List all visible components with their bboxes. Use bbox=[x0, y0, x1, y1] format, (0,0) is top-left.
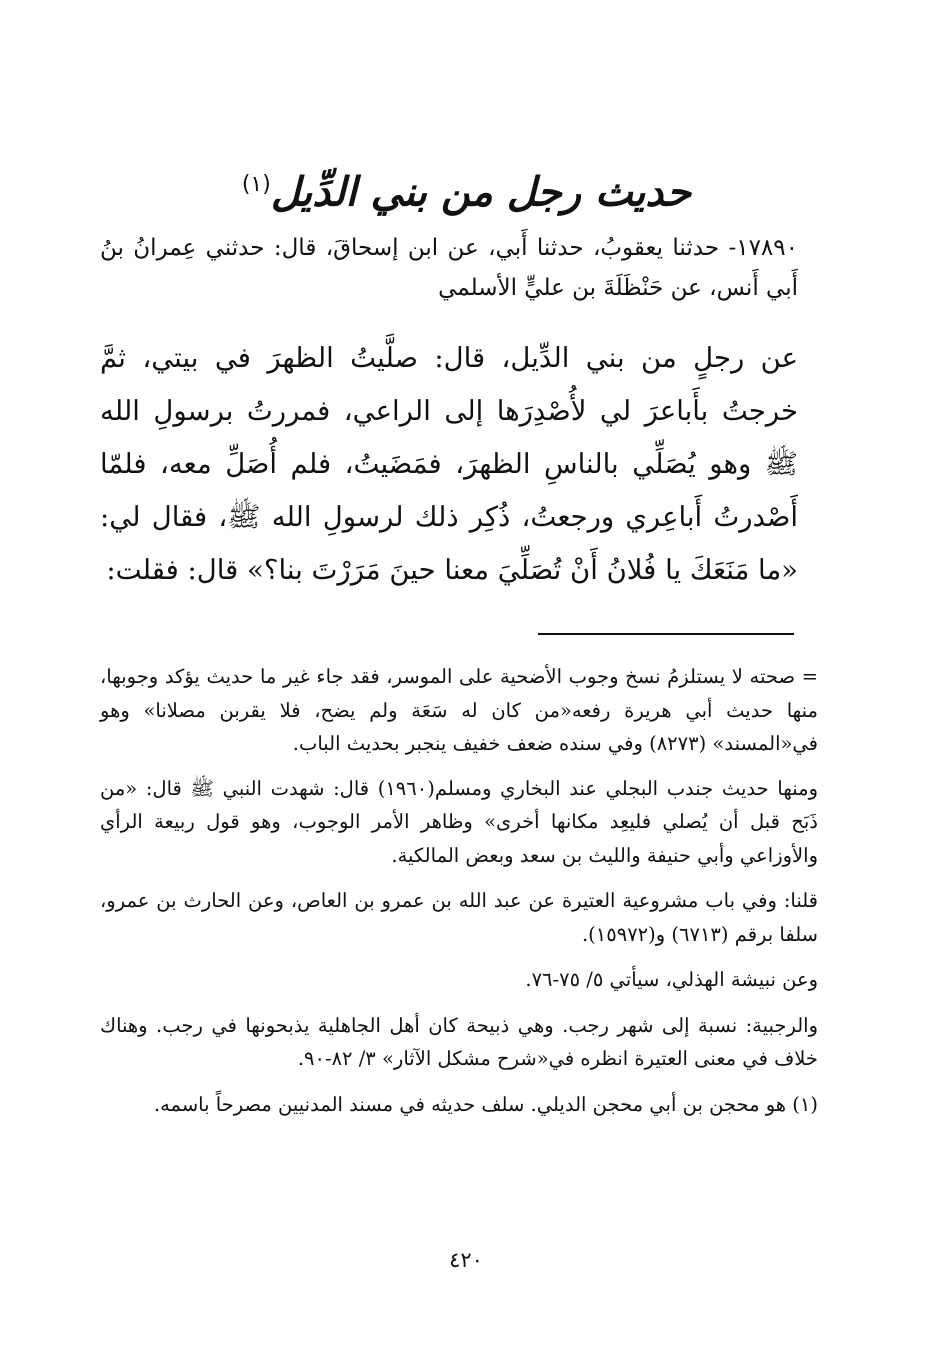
footnote-paragraph: ومنها حديث جندب البجلي عند البخاري ومسلم(١٩٦٠) قال: شهدت النبي ﷺ قال: «من ذَبَح قبل أن يُصلي فليعِد مكانها أخرى» وظاهر الأمر الوجوب، وهو قول ربيعة الرأي والأوزاعي وأبي حنيفة والليث بن سعد وبعض المالكية. bbox=[100, 776, 818, 867]
matn-paragraph bbox=[100, 332, 798, 597]
title-text: حديث رجل من بني الدِّيل bbox=[270, 169, 692, 216]
hadith-chapter-title bbox=[150, 150, 783, 227]
title-footnote-marker: (١) bbox=[241, 172, 271, 197]
footnotes bbox=[100, 660, 818, 1133]
footnote-continuation: = صحته لا يستلزمُ نسخ وجوب الأضحية على الموسر، فقد جاء غير ما حديث يؤكد وجوبها، منها حديث أبي هريرة رفعه«من كان له سَعَة ولم يضح، فلا يقربن مصلانا» وهو في«المسند» (٨٢٧٣) وفي سنده ضعف خفيف ينجبر بحديث الباب. bbox=[100, 665, 818, 755]
isnad-text: ١٧٨٩٠- حدثنا يعقوبُ، حدثنا أَبي، عن ابن إسحاقَ، قال: حدثني عِمرانُ بنُ أَبي أَنس، عن حَنْظَلَةَ بن عليٍّ الأسلمي bbox=[100, 235, 798, 301]
footnote-separator bbox=[538, 633, 794, 635]
matn-text: عن رجلٍ من بني الدِّيل، قال: صلَّيتُ الظهرَ في بيتي، ثمَّ خرجتُ بأَباعرَ لي لأُصْدِرَها إلى الراعي، فمررتُ برسولِ الله ﷺ وهو يُصَلِّي بالناسِ الظهرَ، فمَضَيتُ، فلم أُصَلِّ معه، فلمّا أَصْدرتُ أَباعِري ورجعتُ، ذُكِر ذلك لرسولِ الله ﷺ، فقال لي: «ما مَنَعَكَ يا فُلانُ أَنْ تُصَلِّيَ معنا حينَ مَرَرْتَ بنا؟» قال: فقلت: bbox=[100, 342, 798, 586]
footnote-paragraph: والرجبية: نسبة إلى شهر رجب. وهي ذبيحة كان أهل الجاهلية يذبحونها في رجب. وهناك خلاف في معنى العتيرة انظره في«شرح مشكل الآثار» ٣/ ٨٢-٩٠. bbox=[100, 1013, 818, 1070]
footnote-1: (١) هو محجن بن أبي محجن الديلي. سلف حديثه في مسند المدنيين مصرحاً باسمه. bbox=[153, 1092, 818, 1116]
isnad-paragraph bbox=[100, 228, 798, 308]
footnote-paragraph: قلنا: وفي باب مشروعية العتيرة عن عبد الله بن عمرو بن العاص، وعن الحارث بن عمرو، سلفا برقم (٦٧١٣) و(١٥٩٧٢). bbox=[100, 889, 818, 946]
footnote-paragraph: وعن نبيشة الهذلي، سيأتي ٥/ ٧٥-٧٦. bbox=[525, 968, 818, 991]
page-number: ٤٢٠ bbox=[449, 1248, 483, 1272]
